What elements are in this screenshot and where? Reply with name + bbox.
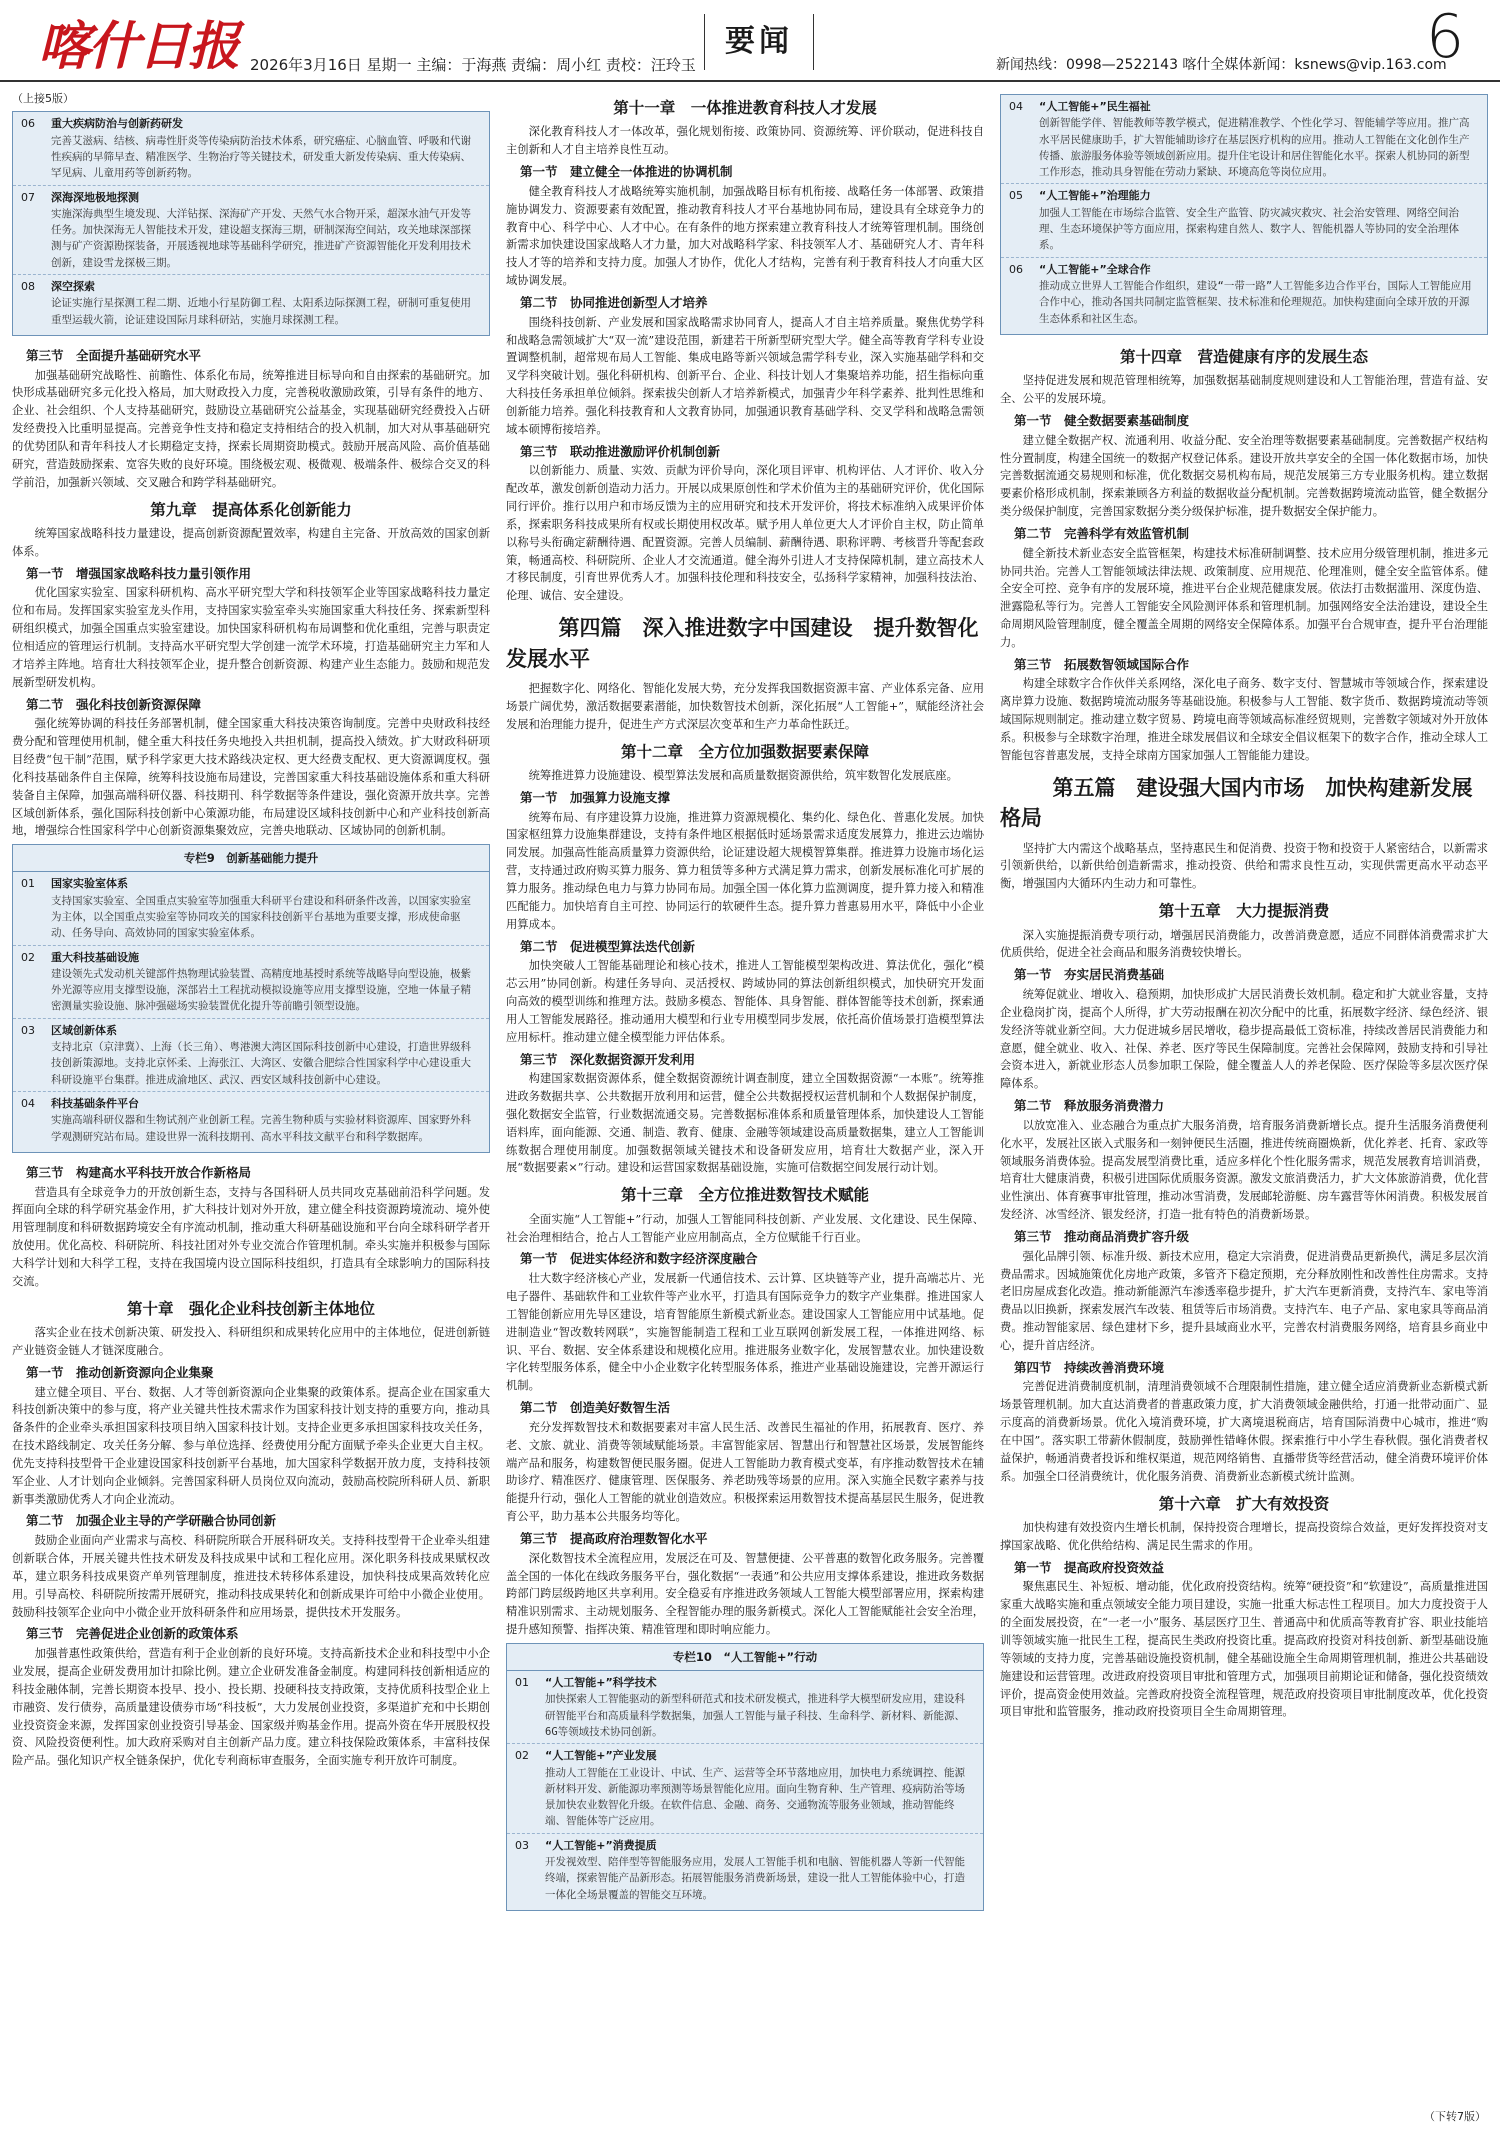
section-heading: 第二节 完善科学有效监管机制: [1014, 525, 1190, 541]
section-heading: 第一节 促进实体经济和数字经济深度融合: [520, 1251, 758, 1267]
box-heading: 专栏10 “人工智能+”行动: [507, 1644, 983, 1671]
box-item-number: 01: [515, 1676, 529, 1690]
paragraph: 统筹促就业、增收入、稳预期，加快形成扩大居民消费长效机制。稳定和扩大就业容量，支持企业稳岗扩岗，提高个人所得，扩大劳动报酬在初次分配中的比重，拓展数字经济、绿色经济、银发经济等就业新空间。大力促进城乡居民增收，稳步提高最低工资标准，持续改善居民消费能力和意愿，健全就业、收入、社保、养老、医疗等民生保障制度。完善社会保障网，鼓励支持和引导社会资本进入，新就业形态人员参加职工保险，健全覆盖人人的养老保险、医疗保险等多层次医疗保障体系。: [1000, 988, 1488, 1091]
box-item: [1001, 95, 1487, 184]
box-item: [13, 112, 489, 185]
paragraph: 加强基础研究战略性、前瞻性、体系化布局，统筹推进目标导向和自由探索的基础研究。加快形成基础研究多元化投入格局，加大财政投入力度，完善税收激励政策，引导有条件的地方、企业、社会组织、个人支持基础研究，鼓励设立基础研究公益基金，实现基础研究经费投入占研发经费投入比重明显提高。完善竞争性支持和稳定支持相结合的投入机制，加大对从事基础研究的优势团队和青年科技人才长期稳定支持，探索长周期资助模式。鼓励开展高风险、高价值基础研究，营造鼓励探索、宽容失败的良好环境。围绕极宏观、极微观、极端条件、极综合交叉的科学前沿，加强新兴领域、交叉融合和跨学科基础研究。: [12, 368, 490, 489]
box-item-text: 加快探索人工智能驱动的新型科研范式和技术研发模式，推进科学大模型研发应用，建设科研智能平台和高质量科学数据集，加强人工智能与量子科技、生命科学、新材料、新能源、6G等领域技术协同创新。: [545, 1693, 965, 1738]
section-heading: 第二节 强化科技创新资源保障: [26, 696, 202, 712]
section-heading: 第二节 促进模型算法迭代创新: [520, 938, 696, 954]
box-item-title: “人工智能+”产业发展: [545, 1749, 657, 1763]
section-heading: 第二节 协同推进创新型人才培养: [520, 294, 708, 310]
section-heading: 第一节 健全数据要素基础制度: [1014, 412, 1190, 428]
box-item-title: 重大疾病防治与创新药研发: [51, 117, 183, 131]
paragraph: 围绕科技创新、产业发展和国家战略需求协同育人，提高人才自主培养质量。聚焦优势学科和战略急需领域扩大“双一流”建设范围，新建若干所新型研究型大学。健全高等教育学科专业设置调整机制，超常规布局人工智能、集成电路等新兴领域急需学科专业，深入实施基础学科和交叉学科突破计划。强化科研机构、创新平台、企业、科技计划人才集聚培养功能，招生指标向重大科技任务承担单位倾斜。探索拔尖创新人才培养新模式，加强青少年科学素养、批判性思维和创新能力培养。强化科技教育和人文教育协同，加强通识教育基础学科、交叉学科和战略急需领域本硕博衔接培养。: [506, 315, 984, 436]
section-heading: 第四节 持续改善消费环境: [1014, 1359, 1165, 1375]
paragraph: 把握数字化、网络化、智能化发展大势，充分发挥我国数据资源丰富、产业体系完备、应用场景广阔优势，激活数据要素潜能，加快数智技术创新，深化拓展“人工智能+”，赋能经济社会发展和治理能力提升，促进生产方式深层次变革和生产力革命性跃迁。: [506, 682, 984, 731]
box-item-text: 支持国家实验室、全国重点实验室等加强重大科研平台建设和科研条件改善，以国家实验室为主体，以全国重点实验室等协同攻关的国家科技创新平台基地为重要支撑，形成使命驱动、任务导向、高效协同的国家实验室体系。: [51, 894, 471, 940]
box-item-number: 02: [515, 1749, 529, 1763]
box-item-title: 科技基础条件平台: [51, 1096, 139, 1110]
paragraph: 落实企业在技术创新决策、研发投入、科研组织和成果转化应用中的主体地位，促进创新链产业链资金链人才链深度融合。: [12, 1326, 490, 1357]
paragraph: 构建国家数据资源体系，健全数据资源统计调查制度，建立全国数据资源“一本账”。统筹推进政务数据共享、公共数据开放利用和运营，健全公共数据授权运营机制和个人数据保护制度，强化数据安全监管，行业数据流通交易。完善数据标准体系和质量管理体系，加快建设人工智能语料库，面向能源、交通、制造、教育、健康、金融等领域建设高质量数据集，建立人工智能训练数据合理使用制度。加强数据领域关键技术和设备研发应用，培育壮大数据产业，深入开展“数据要素×”行动。建设和运营国家数据基础设施，实施可信数据空间发展行动计划。: [506, 1072, 984, 1175]
box-item-text: 实施深海典型生境发现、大洋钻探、深海矿产开发、天然气水合物开采，超深水油气开发等任务。加快深海无人智能技术开发，建设超支探海三期，研制深海空间站，攻关地球深部探测与矿产资源勘探装备，开展透视地球等基础科学研究，推进矿产资源智能化开发利用技术创新，建设雪龙探极三期。: [51, 207, 471, 269]
chapter-heading: 第十五章 大力提振消费: [1158, 902, 1330, 921]
paragraph: 统筹推进算力设施建设、模型算法发展和高质量数据资源供给，筑牢数智化发展底座。: [528, 769, 958, 783]
box-item-number: 01: [21, 877, 35, 891]
section-heading: 第二节 加强企业主导的产学研融合协同创新: [26, 1513, 277, 1529]
box-item-title: “人工智能+”全球合作: [1039, 262, 1151, 276]
box-item-title: “人工智能+”科学技术: [545, 1676, 657, 1690]
column-middle: [506, 90, 984, 1921]
paragraph: 优化国家实验室、国家科研机构、高水平研究型大学和科技领军企业等国家战略科技力量定位和布局。发挥国家实验室龙头作用，支持国家实验室牵头实施国家重大科技任务、探索新型科研组织模式，加强全国重点实验室建设。加快国家科研机构布局调整和优化重组，完善与职责定位相适应的管理运行机制。支持高水平研究型大学创建一流学术环境，打造基础研究主力军和人才培养主阵地。培育壮大科技领军企业，提升整合创新资源、构建产业生态能力。鼓励和规范发展新型研发机构。: [12, 586, 490, 689]
chapter-heading: 第十章 强化企业科技创新主体地位: [126, 1299, 375, 1318]
box-item-number: 04: [21, 1096, 35, 1110]
section-heading: 第一节 建立健全一体推进的协调机制: [520, 164, 733, 180]
dateline: 2026年3月16日 星期一 主编：于海燕 责编：周小红 责校：汪玲玉: [250, 56, 696, 74]
section-heading: 第一节 加强算力设施支撑: [520, 789, 671, 805]
box-heading: 专栏9 创新基础能力提升: [13, 845, 489, 872]
paragraph: 壮大数字经济核心产业，发展新一代通信技术、云计算、区块链等产业，提升高端芯片、光电子器件、基础软件和工业软件等产业水平，打造具有国际竞争力的数字产业集群。推进国家人工智能创新应用先导区建设，培育智能原生新模式新业态。建设国家人工智能应用中试基地。促进制造业“智改数转网联”，实施智能制造工程和工业互联网创新发展工程，一体推进网络、标识、平台、数据、安全体系建设和规模化应用。推进服务业数字化，发展智慧农业。加快建设数字化转型服务体系，健全中小企业数字化转型服务体系，推进产业基础设施建设，完善开源运行机制。: [506, 1272, 984, 1393]
box-item-text: 论证实施行星探测工程二期、近地小行星防御工程、太阳系边际探测工程，研制可重复使用重型运载火箭，论证建设国际月球科研站，实施月球探测工程。: [51, 297, 471, 326]
column-left: [12, 90, 490, 1770]
box-item-number: 03: [515, 1838, 529, 1852]
paragraph: 坚持扩大内需这个战略基点，坚持惠民生和促消费、投资于物和投资于人紧密结合，以新需求引领新供给，以新供给创造新需求，推动投资、供给和需求良性互动，实现供需更高水平动态平衡，增强国内大循环内生动力和可靠性。: [1000, 841, 1488, 891]
section-heading: 第二节 释放服务消费潜力: [1014, 1098, 1165, 1114]
paragraph: 营造具有全球竞争力的开放创新生态，支持与各国科研人员共同攻克基础前沿科学问题。发挥面向全球的科学研究基金作用，扩大科技计划对外开放，建立健全科技资源跨境流动、境外使用管理制度和科研数据跨境安全有序流动机制，推动重大科研基础设施和平台向全球科研学者开放使用。优化高校、科研院所、科技社团对外专业交流合作管理机制。牵头实施并积极参与国际大科学计划和大科学工程，支持在我国境内设立国际科技组织，打造具有全球影响力的国际科技交流。: [12, 1185, 490, 1288]
box-item-number: 08: [21, 279, 35, 293]
section-heading: 第三节 拓展数智领域国际合作: [1014, 656, 1190, 672]
feature-box-9: [12, 844, 490, 1153]
paragraph: 健全新技术新业态安全监管框架，构建技术标准研制调整、技术应用分级管理机制，推进多元协同共治。完善人工智能领域法律法规、政策制度、应用规范、伦理准则，健全安全监管体系。健全安全可控、竞争有序的发展环境，推进平台企业规范健康发展。依法打击数据滥用、深度伪造、泄露隐私等行为。完善人工智能安全风险测评体系和管理机制。加强网络安全法治建设，建设全生命周期风险管理制度，健全覆盖全周期的网络安全保障体系。加强平台合规审查，提升平台治理能力。: [1000, 546, 1488, 649]
paragraph: 加快构建有效投资内生增长机制，保持投资合理增长，提高投资综合效益，更好发挥投资对支撑国家战略、优化供给结构、满足民生需求的作用。: [1000, 1521, 1488, 1552]
paragraph: 完善促进消费制度机制，清理消费领域不合理限制性措施，建立健全适应消费新业态新模式新场景管理机制。加大直达消费者的普惠政策力度，扩大消费领域金融供给，打通一批带动面广、显示度高的消费新场景。优化入境消费环境，扩大离境退税商店，培育国际消费中心城市，推进“购在中国”。落实职工带薪休假制度，鼓励弹性错峰休假。探索推行中小学生春秋假。强化消费者权益保护，畅通消费者投诉和维权渠道，规范网络销售、直播带货等经营活动，健全消费环境评价体系。加强全口径消费统计，优化服务消费、消费新业态新模式统计监测。: [1000, 1380, 1488, 1483]
box-item-text: 实施高端科研仪器和生物试剂产业创新工程。完善生物种质与实验材料资源库、国家野外科学观测研究站布局。建设世界一流科技期刊、高水平科技文献平台和科学数据库。: [51, 1114, 471, 1143]
feature-box-10: [506, 1643, 984, 1911]
feature-box-continued: [12, 111, 490, 336]
chapter-heading: 第十六章 扩大有效投资: [1158, 1494, 1330, 1513]
box-item: [13, 946, 489, 1019]
section-heading: 第一节 夯实居民消费基础: [1014, 967, 1165, 983]
box-item: [1001, 184, 1487, 257]
section-heading: 第三节 深化数据资源开发利用: [520, 1051, 696, 1067]
box-item: [507, 1834, 983, 1906]
box-item-title: 区域创新体系: [51, 1023, 117, 1037]
section-heading: 第一节 增强国家战略科技力量引领作用: [26, 565, 252, 581]
box-item-number: 02: [21, 950, 35, 964]
box-item: [507, 1671, 983, 1744]
continued-from: （上接5版）: [12, 92, 74, 105]
paragraph: 充分发挥数智技术和数据要素对丰富人民生活、改善民生福祉的作用，拓展教育、医疗、养老、文旅、就业、消费等领域赋能场景。丰富智能家居、智慧出行和智慧社区场景，发展智能终端产品和服务，构建数智便民服务圈。促进人工智能助力教育模式变革，有序推动数智技术在辅助诊疗、精准医疗、健康管理、医保服务、养老助残等场景的应用。深入实施全民数字素养与技能提升行动，强化人工智能的就业创造效应。积极探索运用数智技术提高基层民生服务，促进教育公平，助力基本公共服务均等化。: [506, 1420, 984, 1524]
chapter-heading: 第十一章 一体推进教育科技人才发展: [613, 99, 877, 117]
section-heading: 第二节 创造美好数智生活: [520, 1400, 671, 1416]
paragraph: 构建全球数字合作伙伴关系网络，深化电子商务、数字支付、智慧城市等领域合作，探索建设离岸算力设施、数据跨境流动服务等基础设施。积极参与人工智能、数字货币、数据跨境流动等领域国际规则制定。推动建立数字贸易、跨境电商等领域高标准经贸规则，完善数字领域对外开放体系。积极参与全球数字治理，推进全球发展倡议和全球安全倡议框架下的数字合作，推动全球人工智能包容普惠发展，支持全球南方国家加强人工智能能力建设。: [1000, 677, 1488, 762]
paragraph: 强化品牌引领、标准升级、新技术应用，稳定大宗消费，促进消费品更新换代，满足多层次消费品需求。因城施策优化房地产政策，多管齐下稳定预期，充分释放刚性和改善性住房需求。支持老旧房屋成套化改造。推动新能源汽车渗透率稳步提升，扩大汽车更新消费，支持汽车、家电等消费品以旧换新，探索发展汽车改装、租赁等后市场消费。支持汽车、电子产品、家电家具等商品消费。推动智能家居、绿色建材下乡，提升县域商业水平，完善农村消费服务网络，培育县乡商业中心，提升首店经济。: [1000, 1249, 1488, 1352]
section-heading: 第三节 联动推进激励评价机制创新: [520, 443, 721, 459]
part-heading: 第五篇 建设强大国内市场 加快构建新发展格局: [1000, 774, 1473, 831]
chapter-heading: 第十四章 营造健康有序的发展生态: [1119, 347, 1368, 366]
chapter-heading: 第十三章 全方位推进数智技术赋能: [620, 1186, 869, 1205]
box-item: [507, 1744, 983, 1833]
paragraph: 以放宽准入、业态融合为重点扩大服务消费，培育服务消费新增长点。提升生活服务消费便利化水平，发展社区嵌入式服务和一刻钟便民生活圈，推进传统商圈焕新，优化养老、托育、家政等领域服务消费体验。提高发展型消费比重，适应多样化个性化服务需求，规范发展教育培训消费，培育壮大健康消费，积极引进国际优质服务资源。激发文旅消费活力，扩大文体旅游消费，优化营业性演出、体育赛事审批管理，推动冰雪消费，发展邮轮游艇、房车露营等休闲消费。积极发展首发经济、冰雪经济、银发经济，打造一批有特色的消费新场景。: [1000, 1118, 1488, 1222]
box-item: [13, 872, 489, 945]
paragraph: 以创新能力、质量、实效、贡献为评价导向，深化项目评审、机构评估、人才评价、收入分配改革，激发创新创造动力活力。开展以成果原创性和学术价值为主的基础研究评价，优化国际同行评价。推行以用户和市场反馈为主的应用研究和技术开发评价，将技术标准纳入成果评价体系，探索职务科技成果所有权或长期使用权改革。赋予用人单位更大人才评价自主权，防止简单以称号头衔确定薪酬待遇、配置资源。完善人员编制、薪酬待遇、职称评聘、考核晋升等配套政策，畅通高校、科研院所、企业人才交流通道。健全海外引进人才支持保障机制，建立高技术人才移民制度，引育世界优秀人才。加强科技伦理和科技安全，弘扬科学家精神，加强科技法治、伦理、诚信、安全建设。: [506, 464, 984, 603]
box-item-text: 开发视效型、陪伴型等智能服务应用，发展人工智能手机和电脑、智能机器人等新一代智能终端，探索智能产品新形态。拓展智能服务消费新场景，建设一批人工智能体验中心，打造一体化全场景覆盖的智能交互环境。: [545, 1856, 965, 1901]
box-item-title: 深空探索: [51, 279, 95, 293]
paragraph: 加强普惠性政策供给，营造有利于企业创新的良好环境。支持高新技术企业和科技型中小企业发展，提高企业研发费用加计扣除比例。建立企业研发准备金制度。构建同科技创新相适应的科技金融体制，完善长期资本投早、投小、投长期、投硬科技支持政策，支持优质科技型企业上市融资、发行债券，高质量建设债券市场“科技板”，大力发展创业投资，多渠道扩充和中长期创业投资资金来源，发挥国家创业投资引导基金、国家级并购基金作用。提高外资在华开展股权投资、风险投资便利性。加大政府采购对自主创新产品力度。建立科技保险政策体系，丰富科技保险产品。强化知识产权全链条保护，优化专利商标审查服务，全面实施专利开放许可制度。: [12, 1647, 490, 1768]
box-item: [13, 1092, 489, 1148]
newspaper-logo: 喀什日报: [38, 16, 239, 77]
masthead: [0, 0, 1500, 82]
section-heading: 第一节 提高政府投资效益: [1014, 1559, 1165, 1575]
box-item: [13, 1019, 489, 1092]
box-item-text: 推动成立世界人工智能合作组织，建设“一带一路”人工智能多边合作平台，国际人工智能应用合作中心，推动各国共同制定监管框架、技术标准和伦理规范。加快构建面向全球开放的开源生态体系和社区生态。: [1039, 279, 1472, 325]
box-item-number: 06: [21, 117, 35, 131]
column-right: [1000, 90, 1488, 1721]
paragraph: 健全教育科技人才战略统筹实施机制，加强战略目标有机衔接、战略任务一体部署、政策措施协调发力、资源要素有效配置，推动教育科技人才平台基地协同布局，建设具有全球竞争力的教育中心、科学中心、人才中心。在有条件的地方探索建立教育科技人才统筹管理机制。围绕创新需求加快建设国家战略人才力量，加大对战略科学家、科技领军人才、基础研究人才、青年科技人才等的培养和支持力度。加强人才协作，优化人才结构，完善有利于教育科技人才向重大区域协调发展。: [506, 184, 984, 288]
feature-box-10-continued: [1000, 94, 1488, 335]
paragraph: 建立健全项目、平台、数据、人才等创新资源向企业集聚的政策体系。提高企业在国家重大科技创新决策中的参与度，将产业关键共性技术需求作为国家科技计划支持的重要方向，推动具备条件的企业牵头承担国家科技项目纳入国家科技计划。支持企业更多承担国家科技攻关任务，在技术路线制定、攻关任务分解、参与单位选择、经费使用分配方面赋予牵头企业更大自主权。优先支持科技型骨干企业建设国家科技创新平台基地，加大国家科学数据开放力度，支持科技领军企业、人才计划向企业倾斜。完善国家科研人员岗位双向流动，鼓励高校院所科研人员、新职新事类激励优秀人才向企业流动。: [12, 1385, 490, 1506]
paragraph: 深化教育科技人才一体改革，强化规划衔接、政策协同、资源统筹、评价联动，促进科技自主创新和人才自主培养良性互动。: [506, 125, 984, 157]
paragraph: 鼓励企业面向产业需求与高校、科研院所联合开展科研攻关。支持科技型骨干企业牵头组建创新联合体，开展关键共性技术研发及科技成果中试和工程化应用。深化职务科技成果赋权改革，建立职务科技成果资产单列管理制度，推进技术转移体系建设，加快科技成果高效转化应用。引导高校、科研院所按需开展研究，推动科技成果转化和创新成果许可给中小微企业使用。鼓励科技领军企业向中小微企业开放科研条件和应用场景，提供技术开发服务。: [12, 1534, 490, 1619]
box-item-number: 07: [21, 190, 35, 204]
box-item-text: 加强人工智能在市场综合监管、安全生产监管、防灾减灾救灾、社会治安管理、网络空间治理、生态环境保护等方面应用，探索构建自然人、数字人、智能机器人等协同的安全治理体系。: [1039, 206, 1459, 252]
paragraph: 统筹布局、有序建设算力设施，推进算力资源规模化、集约化、绿色化、普惠化发展。加快国家枢纽算力设施集群建设，支持有条件地区根据低时延场景需求适度发展算力，推进云边端协同发展。加强高性能高质量算力资源供给，论证建设超大规模智算集群。推进算力设施市场化运营，支持通过政府购买算力服务、算力租赁等多种方式满足算力需求，创新发展标准化可扩展的算力服务。推动绿色电力与算力协同布局。加强全国一体化算力监测调度，提升算力接入和精准匹配能力。加快培育自主可控、协同运行的软硬件生态。提升算力普惠易用水平，降低中小企业用算成本。: [506, 810, 984, 931]
box-item-number: 06: [1009, 262, 1023, 276]
box-item-text: 建设领先式发动机关键部件热物理试验装置、高精度地基授时系统等战略导向型设施，极紫外光源等应用支撑型设施，深部岩土工程扰动模拟设施等应用支撑型设施，空地一体量子精密测量实验设施、脉冲强磁场实验装置优化提升等前瞻引领型设施。: [51, 967, 471, 1013]
chapter-heading: 第九章 提高体系化创新能力: [150, 500, 352, 519]
box-item: [13, 275, 489, 331]
news-hotline: 新闻热线：0998—2522143 喀什全媒体新闻：ksnews@vip.163.com: [996, 57, 1447, 73]
box-item-title: “人工智能+”民生福祉: [1039, 100, 1151, 113]
box-item-title: “人工智能+”消费提质: [545, 1838, 657, 1852]
paragraph: 加快突破人工智能基础理论和核心技术，推进人工智能模型架构改进、算法优化，强化“模芯云用”协同创新。构建任务导向、灵活授权、跨域协同的算法创新组织模式，加快研究开发面向高效的模型训练和推理方法。鼓励多模态、智能体、具身智能、群体智能等技术创新，探索通用人工智能发展路径。推动通用大模型和行业专用模型同步发展，依托高价值场景打造模型算法应用标杆。推动建立健全模型能力评估体系。: [506, 959, 984, 1044]
section-heading: 第三节 提高政府治理数智化水平: [520, 1530, 708, 1546]
section-heading: 第三节 构建高水平科技开放合作新格局: [26, 1164, 252, 1180]
section-heading: 第三节 推动商品消费扩容升级: [1014, 1228, 1190, 1244]
box-item-title: 深海深地极地探测: [51, 190, 139, 204]
box-item: [13, 186, 489, 275]
box-item-number: 05: [1009, 189, 1023, 203]
paragraph: 强化统筹协调的科技任务部署机制，健全国家重大科技决策咨询制度。完善中央财政科技经费分配和管理使用机制，健全重大科技任务央地投入共担机制，提高投入绩效。扩大财政科研项目经费“包干制”范围，赋予科学家更大技术路线决定权、更大经费支配权、更大资源调度权。强化科技基础条件自主保障，统筹科技设施布局建设，完善国家重大科技基础设施体系和重大科研装备自主保障，加强高端科研仪器、科技期刊、科学数据等条件建设，强化资源开放共享。完善区域创新体系，强化国际科技创新中心策源功能，布局建设区域科技创新中心和产业科技创新高地，增强综合性国家科学中心创新资源集聚效应，完善央地联动、区域协同的创新机制。: [12, 717, 490, 838]
paragraph: 全面实施“人工智能+”行动，加强人工智能同科技创新、产业发展、文化建设、民生保障、社会治理相结合，抢占人工智能产业应用制高点，全方位赋能千行百业。: [506, 1212, 984, 1244]
continued-to: （下转7版）: [1424, 2110, 1486, 2123]
section-heading: 第三节 完善促进企业创新的政策体系: [26, 1626, 239, 1642]
paragraph: 深入实施提振消费专项行动，增强居民消费能力，改善消费意愿，适应不同群体消费需求扩大优质供给，促进全社会商品和服务消费较快增长。: [1000, 928, 1488, 960]
box-item-title: “人工智能+”治理能力: [1039, 189, 1151, 203]
box-item-text: 推动人工智能在工业设计、中试、生产、运营等全环节落地应用，加快电力系统调控、能源新材料开发、新能源功率预测等场景智能化应用。面向生物育种、生产管理、疫病防治等场景加快农业数智化升级。在软件信息、金融、商务、交通物流等服务业领域，推动智能终端、智能体等广泛应用。: [545, 1766, 965, 1828]
box-item-text: 支持北京（京津冀）、上海（长三角）、粤港澳大湾区国际科技创新中心建设，打造世界级科技创新策源地。支持北京怀柔、上海张江、大湾区、安徽合肥综合性国家科学中心建设重大科研设施平台集群。推进成渝地区、武汉、西安区域科技创新中心建设。: [51, 1041, 471, 1086]
part-heading: 第四篇 深入推进数字中国建设 提升数智化发展水平: [506, 615, 979, 671]
chapter-heading: 第十二章 全方位加强数据要素保障: [620, 742, 869, 761]
paragraph: 坚持促进发展和规范管理相统筹，加强数据基础制度规则建设和人工智能治理，营造有益、安全、公平的发展环境。: [1000, 374, 1488, 406]
section-heading: 第一节 推动创新资源向企业集聚: [26, 1364, 214, 1380]
page-number: 6: [1426, 2, 1465, 72]
section-name: 要闻: [704, 14, 814, 70]
box-item-text: 完善艾滋病、结核、病毒性肝炎等传染病防治技术体系，研究癌症、心脑血管、呼吸和代谢性疾病的早筛早查、精准医学、生物治疗等关键技术，研发重大新发传染病、重大传染病、罕见病、儿童用药等创新药物。: [51, 134, 471, 180]
box-item-number: 04: [1009, 100, 1023, 113]
box-item-text: 创新智能学伴、智能教师等教学模式，促进精准教学、个性化学习、智能辅学等应用。推广高水平居民健康助手，扩大智能辅助诊疗在基层医疗机构的应用。推动人工智能在文化创作生产传播、旅游服务体验等领域创新应用。提升住宅设计和居住智能化水平。探索人机协同的新型工作形态，推动具身智能在劳动力紧缺、环境高危等岗位应用。: [1039, 117, 1470, 179]
box-item-number: 03: [21, 1023, 35, 1037]
paragraph: 统筹国家战略科技力量建设，提高创新资源配置效率，构建自主完备、开放高效的国家创新体系。: [12, 527, 490, 558]
box-item-title: 国家实验室体系: [51, 877, 128, 891]
paragraph: 深化数智技术全流程应用，发展泛在可及、智慧便捷、公平普惠的数智化政务服务。完善覆盖全国的一体化在线政务服务平台，强化数据“一表通”和公共应用支撑体系建设，推进政务数据跨部门跨层级跨地区共享利用。安全稳妥有序推进政务领域人工智能大模型部署应用，探索构建精准识别需求、主动规划服务、全程智能办理的服务新模式。深化人工智能赋能社会安全治理，提升感知预警、指挥决策、精准管理和即时响应能力。: [506, 1551, 984, 1637]
box-item: [1001, 258, 1487, 330]
paragraph: 聚焦惠民生、补短板、增动能，优化政府投资结构。统筹“硬投资”和“软建设”，高质量推进国家重大战略实施和重点领域安全能力项目建设，实施一批重大标志性工程项目。加大力度投资于人的全面发展投资，在“一老一小”服务、基层医疗卫生、普通高中和优质高等教育扩容、职业技能培训等领域实施一批民生工程，提高民生类政府投资比重。提高政府投资对科技创新、新型基础设施等领域的支持力度，完善基础设施投资机制，健全基础设施全生命周期管理机制，推进公共基础设施建设和运营管理。改进政府投资项目审批和管理方式，加强项目前期论证和储备，强化投资绩效评价，提高资金使用效益。完善政府投资全流程管理，规范政府投资项目审批制度改革，优化投资项目审批和监管服务，推动政府投资项目全生命周期管理。: [1000, 1580, 1488, 1719]
section-heading: 第三节 全面提升基础研究水平: [26, 347, 202, 363]
box-item-title: 重大科技基础设施: [51, 950, 139, 964]
paragraph: 建立健全数据产权、流通利用、收益分配、安全治理等数据要素基础制度。完善数据产权结构性分置制度，构建全国统一的数据产权登记体系。建设开放共享安全的全国一体化数据市场，加快完善数据流通交易规则和标准，优化数据交易机构布局，规范发展第三方专业服务机构。建立数据要素价格形成机制，探索兼顾各方利益的数据收益分配机制。完善数据跨境流动监管，健全数据分类分级保护制度，完善国家数据分类分级保护标准，提升数据安全保护能力。: [1000, 433, 1488, 519]
